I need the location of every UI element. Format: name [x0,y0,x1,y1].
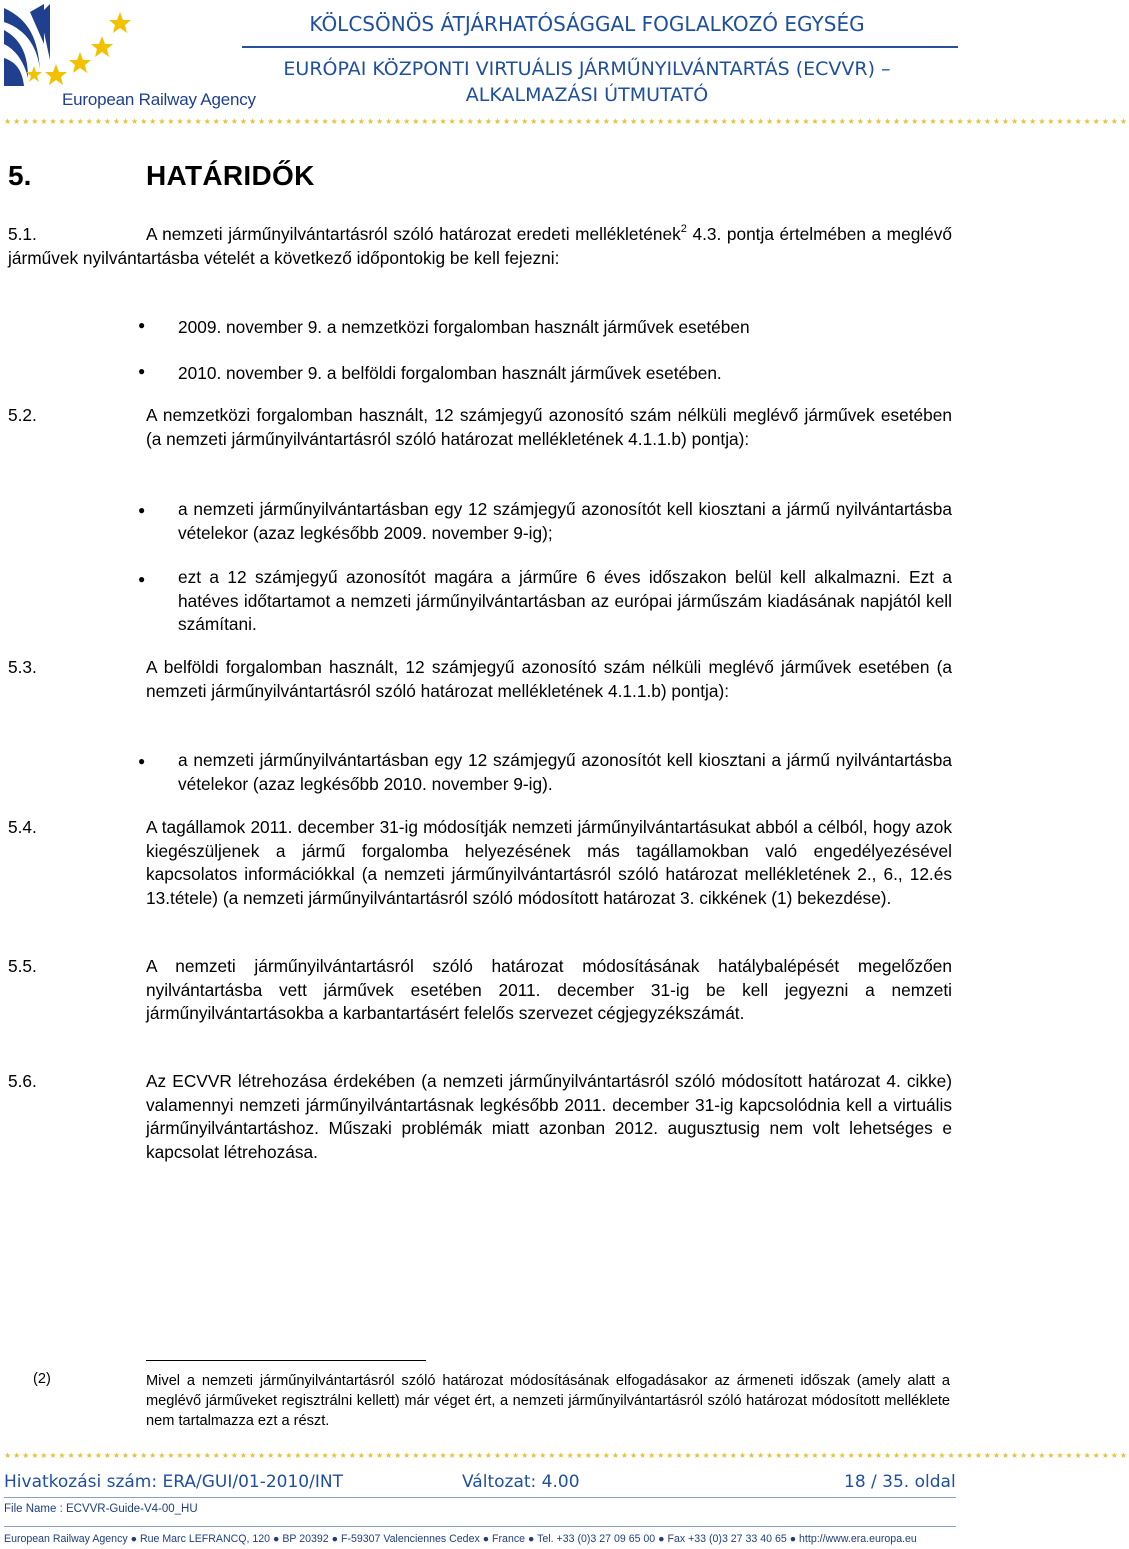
para-5-2-bullet-2: ezt a 12 számjegyű azonosítót magára a járműre 6 éves időszakon belül kell alkalmazni. Ezt a hatéves időtartamot a nemzeti járműnyilvántartásban az európai járműszám kiadásának napjától kell számítani. [178,567,952,634]
para-5-4-number: 5.4. [8,817,37,837]
para-5-2-bullet-1: a nemzeti járműnyilvántartásban egy 12 számjegyű azonosítót kell kiosztani a jármű nyilvántartásba vételekor (azaz legkésőbb 2009. november 9-ig); [178,499,952,543]
bullet-icon: ● [138,318,146,332]
para-5-1 [8,223,952,270]
para-5-5-number: 5.5. [8,956,37,976]
para-5-2: A nemzetközi forgalomban használt, 12 számjegyű azonosító szám nélküli meglévő járművek esetében (a nemzeti járműnyilvántartásról szóló határozat mellékletének 4.1.1.b) pontja): [146,405,952,449]
para-5-1-number: 5.1. [8,224,37,244]
para-5-1-bullet-1: 2009. november 9. a nemzetközi forgalomban használt járművek esetében [178,317,750,337]
section-number: 5. [8,160,32,191]
bullet-icon: ● [138,572,146,586]
header-title: KÖLCSÖNÖS ÁTJÁRHATÓSÁGGAL FOGLALKOZÓ EGYSÉG [309,12,865,36]
footnote-number: (2) [33,1371,51,1387]
header-subtitle-line2: ALKALMAZÁSI ÚTMUTATÓ [465,84,709,106]
para-5-4: A tagállamok 2011. december 31-ig módosítják nemzeti járműnyilvántartásukat abból a célból, hogy azok kiegészüljenek a jármű forgalomba helyezésének más tagállamokban való engedélyezésével kapcsolatos információkkal (a nemzeti járműnyilvántartásról szóló határozat mellékletének 2., 6., 12.és 13.tétele) (a nemzeti járműnyilvántartásról szóló módosított határozat 3. cikkének (1) bekezdése). [146,817,952,908]
header-subtitle [242,56,932,108]
footnote-text: Mivel a nemzeti járműnyilvántartásról szóló határozat módosításának elfogadásakor az ármeneti időszak (amely alatt a meglévő járműveket regisztrálni kellett) már véget ért, a nemzeti járműnyilvántartásról szóló határozat módosított melléklete nem tartalmazza ezt a részt. [146,1373,950,1429]
footer-reference: Hivatkozási szám: ERA/GUI/01-2010/INT [4,1472,343,1492]
para-5-5: A nemzeti járműnyilvántartásról szóló határozat módosításának hatálybalépését megelőzően nyilvántartásba vett járművek esetében 2011. december 31-ig be kell jegyezni a nemzeti járműnyilvántartásokba a karbantartásért felelős szervezet cégjegyzékszámát. [146,956,952,1023]
para-5-2-number: 5.2. [8,405,37,425]
footer-rule [4,1497,956,1498]
header-subtitle-line1: EURÓPAI KÖZPONTI VIRTUÁLIS JÁRMŰNYILVÁNTARTÁS (ECVVR) – [283,58,891,80]
footer-star-border: ★★★★★★★★★★★★★★★★★★★★★★★★★★★★★★★★★★★★★★★★★★★★★★★★★★★★★★★★★★★★★★★★★★★★★★★★★★★★★★★★★★★★★★★★★★★★★★★★★★★★★★★★★★★★★★★★★★★★★★★★★★★★ [4,1451,1129,1460]
para-5-3: A belföldi forgalomban használt, 12 számjegyű azonosító szám nélküli meglévő járművek esetében (a nemzeti járműnyilvántartásról szóló határozat mellékletének 4.1.1.b) pontja): [146,657,952,701]
para-5-3-number: 5.3. [8,657,37,677]
header-star-border: ★★★★★★★★★★★★★★★★★★★★★★★★★★★★★★★★★★★★★★★★★★★★★★★★★★★★★★★★★★★★★★★★★★★★★★★★★★★★★★★★★★★★★★★★★★★★★★★★★★★★★★★★★★★★★★★★★★★★★★★★★★★★ [4,117,1129,126]
footer-version: Változat: 4.00 [462,1472,580,1492]
para-5-1-bullet-2: 2010. november 9. a belföldi forgalomban használt járművek esetében. [178,363,722,383]
footer-address[interactable]: European Railway Agency ● Rue Marc LEFRANCQ, 120 ● BP 20392 ● F-59307 Valenciennes Cedex ● France ● Tel. +33 (0)3 27 09 65 00 ● Fax +33 (0)3 27 33 40 65 ● http://www.era.europa.eu [4,1533,917,1545]
bullet-icon: ● [138,754,146,768]
footer-page-number: 18 / 35. oldal [844,1472,956,1492]
footnote-ref[interactable]: 2 [680,223,687,235]
footnote-rule [146,1360,426,1361]
para-5-1-text-a: A nemzeti járműnyilvántartásról szóló határozat eredeti mellékletének [146,224,681,244]
bullet-icon: ● [138,503,146,517]
header-rule [242,46,958,48]
agency-name: European Railway Agency [62,90,256,109]
bullet-icon: ● [138,364,146,378]
para-5-1-text-b: 4.3. pontja értelmében a meglévő járművek nyilvántartásba vételét a következő időpontokig be kell fejezni: [8,224,953,268]
para-5-3-bullet-1: a nemzeti járműnyilvántartásban egy 12 számjegyű azonosítót kell kiosztani a jármű nyilvántartásba vételekor (azaz legkésőbb 2010. november 9-ig). [178,750,952,794]
para-5-6-number: 5.6. [8,1071,37,1091]
footer-file-name: File Name : ECVVR-Guide-V4-00_HU [4,1503,198,1515]
para-5-6: Az ECVVR létrehozása érdekében (a nemzeti járműnyilvántartásról szóló módosított határozat 4. cikke) valamennyi nemzeti járműnyilvántartásnak legkésőbb 2011. december 31-ig kapcsolódnia kell a virtuális járműnyilvántartáshoz. Műszaki problémák miatt azonban 2012. augusztusig nem volt lehetséges e kapcsolat létrehozása. [146,1071,952,1162]
page-header [0,0,1129,130]
section-title: HATÁRIDŐK [146,160,315,191]
footer-rule [4,1526,956,1527]
